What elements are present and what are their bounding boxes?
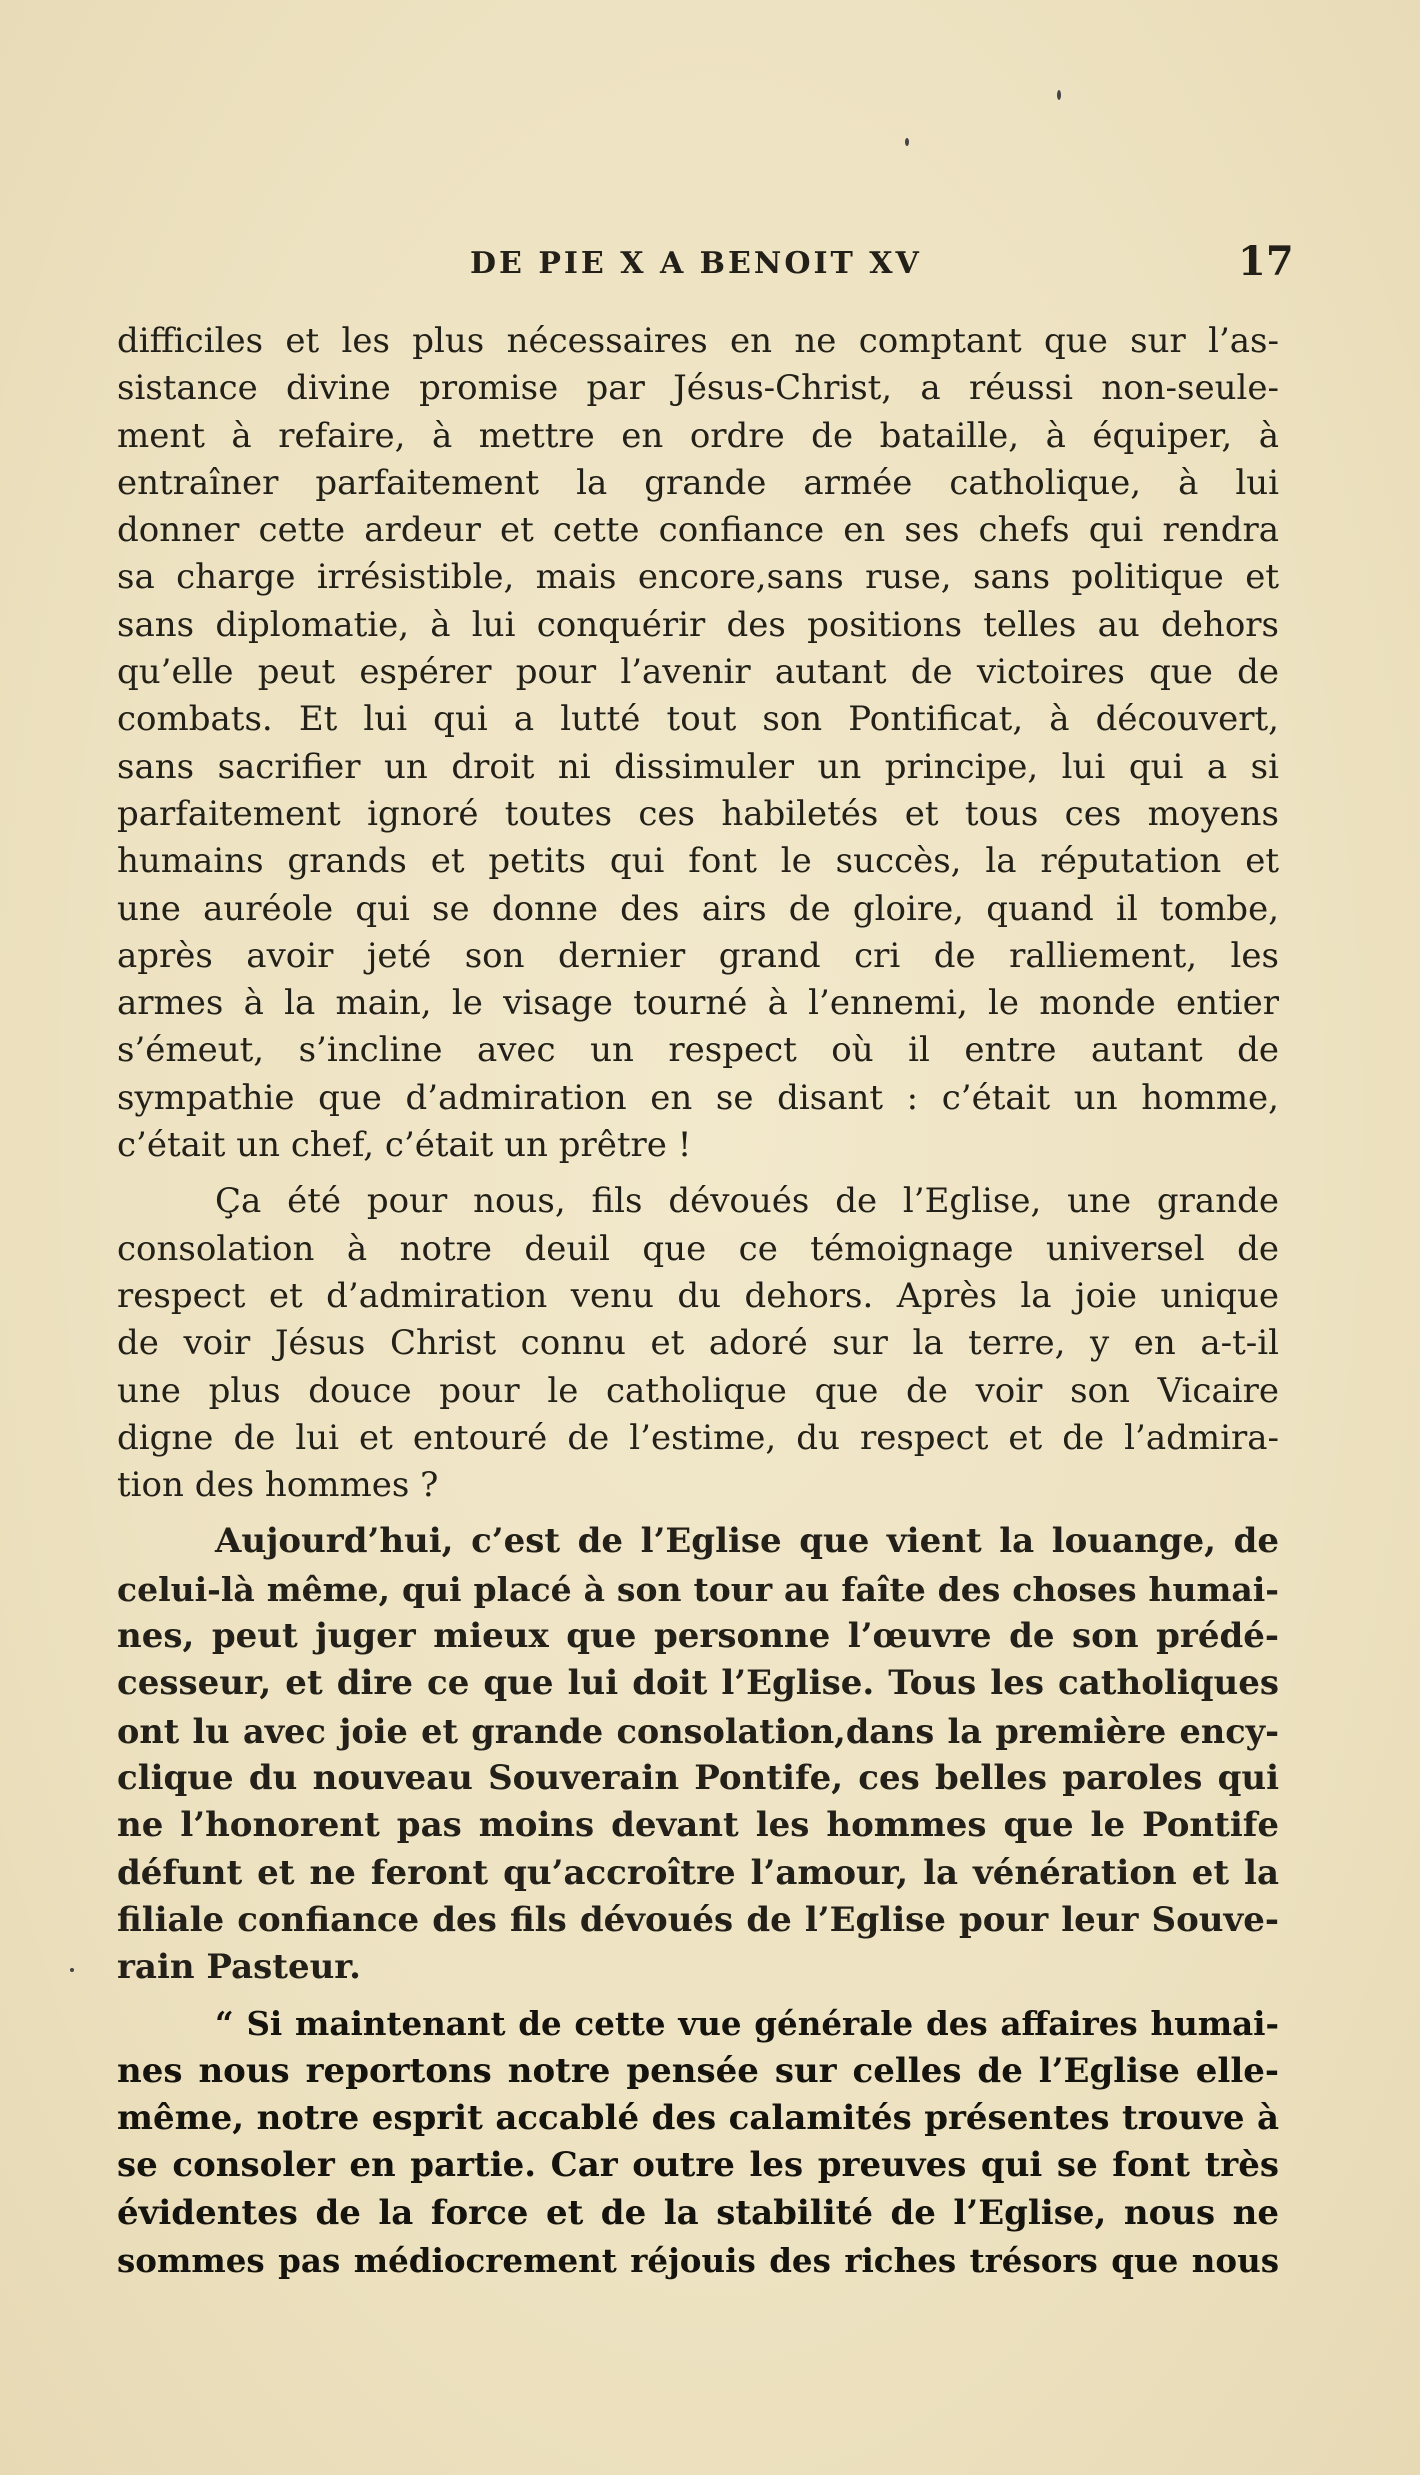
text-line: une plus douce pour le catholique que de voir son Vicaire <box>117 1370 1279 1411</box>
paragraph <box>117 1518 1279 1991</box>
text-line: digne de lui et entouré de l’estime, du respect et de l’admira- <box>117 1417 1279 1458</box>
text-line: difficiles et les plus nécessaires en ne comptant que sur l’as- <box>117 321 1279 361</box>
text-line: consolation à notre deuil que ce témoignage universel de <box>117 1228 1279 1269</box>
page-number: 17 <box>1238 238 1294 285</box>
text-line: Ça été pour nous, fils dévoués de l’Eglise, une grande <box>215 1181 1279 1222</box>
text-line: donner cette ardeur et cette confiance en ses chefs qui rendra <box>117 510 1279 551</box>
text-line: rain Pasteur. <box>117 1947 361 1988</box>
text-line: tion des hommes ? <box>117 1465 439 1506</box>
text-line: ne l’honorent pas moins devant les hommes que le Pontife <box>117 1805 1279 1846</box>
text-line: filiale confiance des fils dévoués de l’Eglise pour leur Souve- <box>117 1899 1279 1940</box>
paper-speck <box>905 138 909 146</box>
text-line: de voir Jésus Christ connu et adoré sur la terre, y en a-t-il <box>117 1323 1279 1364</box>
text-line: qu’elle peut espérer pour l’avenir autant de victoires que de <box>117 652 1279 693</box>
text-line: “ Si maintenant de cette vue générale des affaires humai- <box>215 2004 1279 2044</box>
text-line: humains grands et petits qui font le succès, la réputation et <box>117 841 1279 882</box>
text-line: sommes pas médiocrement réjouis des riches trésors que nous <box>117 2240 1279 2280</box>
text-line: cesseur, et dire ce que lui doit l’Eglise. Tous les catholiques <box>117 1663 1279 1704</box>
text-line: nes, peut juger mieux que personne l’œuvre de son prédé- <box>117 1616 1279 1657</box>
text-line: évidentes de la force et de la stabilité de l’Eglise, nous ne <box>117 2192 1279 2233</box>
text-line: sans diplomatie, à lui conquérir des positions telles au dehors <box>117 604 1279 645</box>
text-line: sistance divine promise par Jésus-Christ, a réussi non-seule- <box>117 368 1279 409</box>
paragraph <box>117 2000 1279 2284</box>
text-line: ment à refaire, à mettre en ordre de bataille, à équiper, à <box>117 415 1279 456</box>
text-line: défunt et ne feront qu’accroître l’amour, la vénération et la <box>117 1852 1279 1893</box>
text-line: clique du nouveau Souverain Pontife, ces belles paroles qui <box>117 1757 1279 1798</box>
running-header <box>0 238 1420 288</box>
text-line: Aujourd’hui, c’est de l’Eglise que vient la louange, de <box>215 1521 1279 1562</box>
text-line: se consoler en partie. Car outre les preuves qui se font très <box>117 2145 1279 2186</box>
running-title: DE PIE X A BENOIT XV <box>470 246 922 281</box>
text-line: s’émeut, s’incline avec un respect où il entre autant de <box>117 1030 1279 1071</box>
text-line: sympathie que d’admiration en se disant : c’était un homme, <box>117 1077 1279 1118</box>
text-line: entraîner parfaitement la grande armée catholique, à lui <box>117 462 1279 503</box>
text-line: armes à la main, le visage tourné à l’ennemi, le monde entier <box>117 983 1279 1024</box>
paragraph <box>117 318 1279 1169</box>
text-line: respect et d’admiration venu du dehors. Après la joie unique <box>117 1275 1279 1316</box>
body-text <box>117 318 1279 2293</box>
text-line: sans sacrifier un droit ni dissimuler un principe, lui qui a si <box>117 746 1279 787</box>
text-line: même, notre esprit accablé des calamités présentes trouve à <box>117 2097 1279 2138</box>
text-line: nes nous reportons notre pensée sur celles de l’Eglise elle- <box>117 2050 1279 2091</box>
text-line: après avoir jeté son dernier grand cri de ralliement, les <box>117 935 1279 976</box>
text-line: ont lu avec joie et grande consolation,dans la première ency- <box>117 1711 1279 1751</box>
paragraph <box>117 1178 1279 1509</box>
text-line: c’était un chef, c’était un prêtre ! <box>117 1125 692 1166</box>
paper-speck <box>70 1968 74 1972</box>
paper-speck <box>1057 90 1061 100</box>
text-line: celui-là même, qui placé à son tour au faîte des choses humai- <box>117 1569 1279 1609</box>
text-line: parfaitement ignoré toutes ces habiletés et tous ces moyens <box>117 793 1279 834</box>
text-line: une auréole qui se donne des airs de gloire, quand il tombe, <box>117 888 1279 929</box>
text-line: sa charge irrésistible, mais encore,sans ruse, sans politique et <box>117 557 1279 598</box>
text-line: combats. Et lui qui a lutté tout son Pontificat, à découvert, <box>117 699 1279 740</box>
